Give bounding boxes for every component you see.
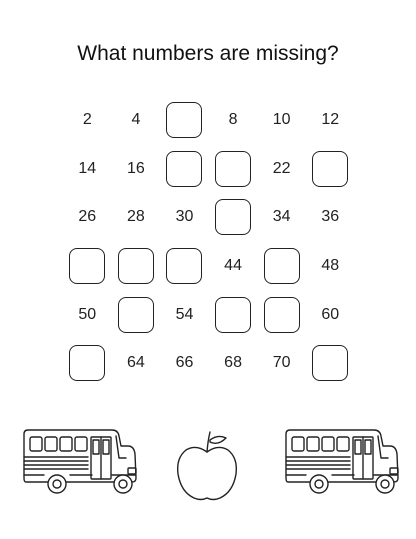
number-label: 66 [175, 354, 194, 372]
answer-box[interactable] [69, 345, 105, 381]
answer-box[interactable] [215, 151, 251, 187]
number-label: 10 [272, 111, 291, 129]
grid-cell [160, 339, 209, 388]
grid-cell [306, 339, 355, 388]
grid-cell [209, 339, 258, 388]
answer-box[interactable] [312, 151, 348, 187]
grid-cell [160, 145, 209, 194]
answer-box[interactable] [166, 248, 202, 284]
grid-cell [209, 242, 258, 291]
number-label: 34 [272, 208, 291, 226]
grid-cell [257, 145, 306, 194]
grid-cell [63, 290, 112, 339]
number-label: 70 [272, 354, 291, 372]
number-label: 28 [126, 208, 145, 226]
answer-box[interactable] [118, 248, 154, 284]
grid-cell [63, 193, 112, 242]
grid-cell [160, 290, 209, 339]
number-label: 2 [82, 111, 92, 129]
number-label: 50 [78, 305, 97, 323]
number-label: 22 [272, 159, 291, 177]
grid-cell [306, 96, 355, 145]
number-label: 44 [224, 257, 242, 275]
grid-cell [257, 290, 306, 339]
answer-box[interactable] [215, 297, 251, 333]
grid-cell [306, 193, 355, 242]
grid-cell [257, 193, 306, 242]
grid-cell [209, 96, 258, 145]
grid-cell [112, 290, 161, 339]
grid-cell [306, 145, 355, 194]
number-label: 4 [131, 111, 141, 129]
grid-cell [257, 242, 306, 291]
number-label: 64 [126, 354, 145, 372]
grid-cell [63, 96, 112, 145]
grid-cell [160, 193, 209, 242]
grid-cell [257, 96, 306, 145]
number-label: 36 [321, 208, 340, 226]
number-label: 16 [126, 159, 145, 177]
answer-box[interactable] [312, 345, 348, 381]
answer-box[interactable] [166, 151, 202, 187]
grid-cell [63, 145, 112, 194]
grid-cell [112, 339, 161, 388]
answer-box[interactable] [166, 102, 202, 138]
number-grid [63, 96, 355, 388]
number-label: 14 [78, 159, 97, 177]
grid-cell [112, 242, 161, 291]
number-label: 8 [228, 111, 238, 129]
grid-cell [112, 96, 161, 145]
number-label: 26 [78, 208, 97, 226]
grid-cell [306, 290, 355, 339]
grid-cell [209, 145, 258, 194]
apple-icon [172, 428, 242, 504]
grid-cell [209, 290, 258, 339]
number-label: 48 [321, 257, 340, 275]
number-label: 54 [175, 305, 194, 323]
grid-cell [63, 242, 112, 291]
number-label: 12 [321, 111, 340, 129]
answer-box[interactable] [118, 297, 154, 333]
answer-box[interactable] [69, 248, 105, 284]
grid-cell [257, 339, 306, 388]
answer-box[interactable] [264, 248, 300, 284]
school-bus-icon [282, 428, 402, 496]
answer-box[interactable] [215, 199, 251, 235]
grid-cell [209, 193, 258, 242]
grid-cell [112, 193, 161, 242]
answer-box[interactable] [264, 297, 300, 333]
worksheet-title: What numbers are missing? [77, 42, 339, 65]
school-bus-icon [20, 428, 140, 496]
grid-cell [63, 339, 112, 388]
grid-cell [306, 242, 355, 291]
grid-cell [112, 145, 161, 194]
number-label: 30 [175, 208, 194, 226]
number-label: 68 [224, 354, 242, 372]
grid-cell [160, 96, 209, 145]
number-label: 60 [321, 305, 340, 323]
grid-cell [160, 242, 209, 291]
